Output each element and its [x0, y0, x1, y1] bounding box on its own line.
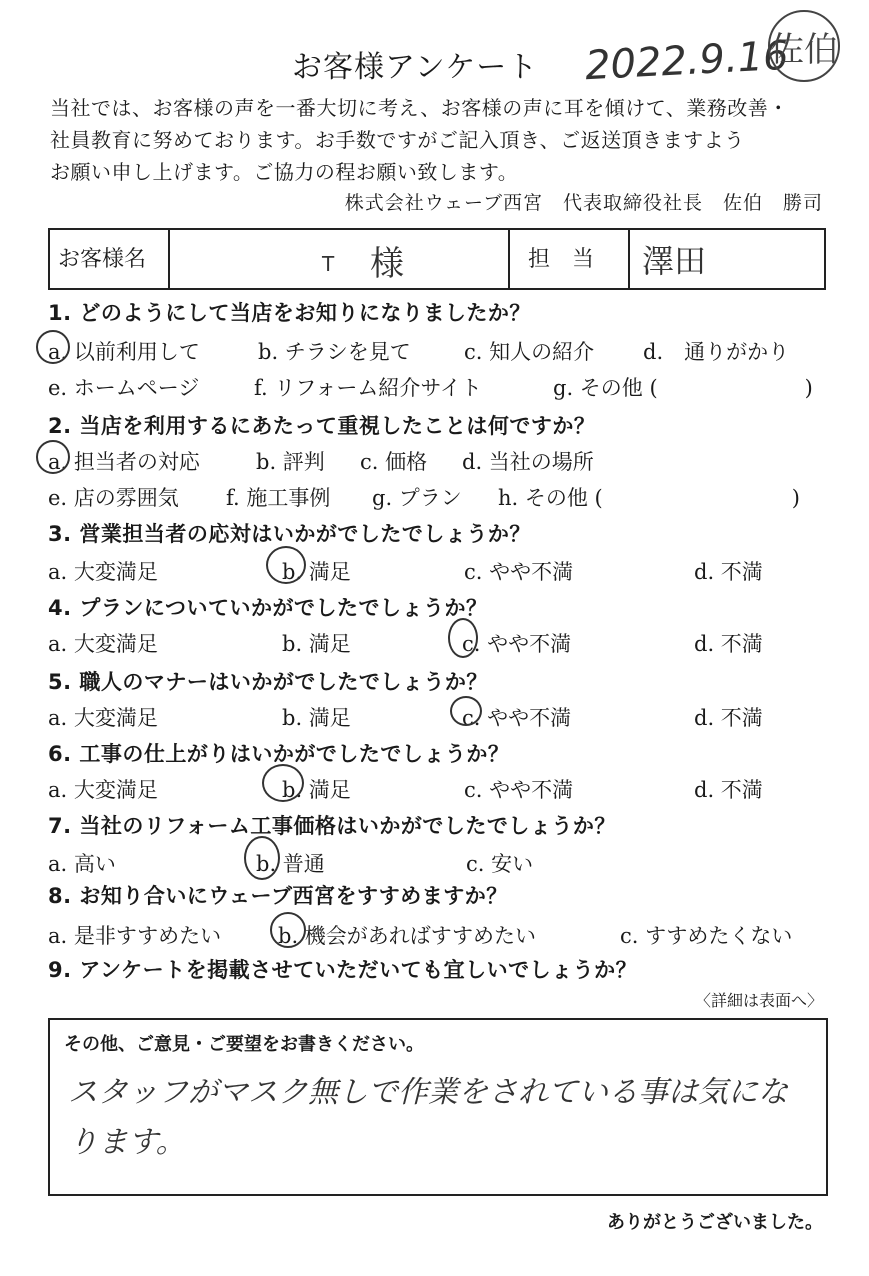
question-3: 3. 営業担当者の応対はいかがでしたでしょうか？	[48, 522, 531, 546]
q3-option-b[interactable]: b. 満足	[282, 560, 351, 584]
handwritten-date: 2022.9.16	[583, 32, 790, 90]
q7-option-c[interactable]: c. 安い	[466, 852, 534, 876]
q4-option-a[interactable]: a. 大変満足	[48, 632, 158, 656]
q8-option-c[interactable]: c. すすめたくない	[620, 924, 793, 948]
q1-option-g[interactable]: g. その他 ( )	[553, 376, 813, 400]
question-5: 5. 職人のマナーはいかがでしたでしょうか？	[48, 670, 488, 694]
comment-label: その他、ご意見・ご要望をお書きください。	[64, 1034, 424, 1055]
q2-option-f[interactable]: f. 施工事例	[226, 486, 331, 510]
staff-value[interactable]: 澤田	[642, 242, 707, 280]
q1-option-a[interactable]: a. 以前利用して	[48, 340, 200, 364]
q6-answer-circle	[262, 764, 304, 802]
q3-option-a[interactable]: a. 大変満足	[48, 560, 158, 584]
q2-option-e[interactable]: e. 店の雰囲気	[48, 486, 179, 510]
page-title: お客様アンケート	[292, 50, 539, 85]
question-9: 9. アンケートを掲載させていただいても宜しいでしょうか？	[48, 958, 638, 982]
staff-label: 担 当	[528, 247, 595, 272]
q1-option-c[interactable]: c. 知人の紹介	[464, 340, 595, 364]
q5-option-b[interactable]: b. 満足	[282, 706, 351, 730]
customer-info-table	[48, 228, 826, 290]
thanks-message: ありがとうございました。	[607, 1212, 823, 1233]
q2-option-b[interactable]: b. 評判	[256, 450, 325, 474]
q6-option-d[interactable]: d. 不満	[694, 778, 763, 802]
q5-option-a[interactable]: a. 大変満足	[48, 706, 158, 730]
intro-line-2: 社員教育に努めております。お手数ですがご記入頂き、ご返送頂きますよう	[50, 128, 745, 152]
q2-option-g[interactable]: g. プラン	[372, 486, 462, 510]
question-4: 4. プランについていかがでしたでしょうか？	[48, 596, 488, 620]
q7-option-a[interactable]: a. 高い	[48, 852, 116, 876]
company-signature: 株式会社ウェーブ西宮 代表取締役社長 佐伯 勝司	[344, 192, 823, 214]
q3-answer-circle	[266, 546, 306, 584]
q8-option-a[interactable]: a. 是非すすめたい	[48, 924, 222, 948]
q3-option-d[interactable]: d. 不満	[694, 560, 763, 584]
q2-answer-circle	[36, 440, 70, 474]
question-7: 7. 当社のリフォーム工事価格はいかがでしたでしょうか？	[48, 814, 616, 838]
q1-option-f[interactable]: f. リフォーム紹介サイト	[254, 376, 482, 400]
customer-name-suffix: 様	[370, 244, 404, 284]
q8-option-b[interactable]: b. 機会があればすすめたい	[278, 924, 537, 948]
detail-note: 〈詳細は表面へ〉	[694, 991, 823, 1010]
intro-line-3: お願い申し上げます。ご協力の程お願い致します。	[50, 160, 519, 184]
q8-answer-circle	[270, 912, 306, 948]
q1-option-d[interactable]: d. 通りがかり	[643, 340, 790, 364]
q4-answer-circle	[448, 618, 478, 658]
question-6: 6. 工事の仕上がりはいかがでしたでしょうか？	[48, 742, 510, 766]
approval-seal: 佐伯	[768, 10, 840, 82]
q2-option-a[interactable]: a. 担当者の対応	[48, 450, 200, 474]
q2-option-c[interactable]: c. 価格	[360, 450, 428, 474]
q4-option-c[interactable]: c. やや不満	[462, 632, 572, 656]
customer-name-value[interactable]: T	[322, 252, 335, 276]
q1-option-b[interactable]: b. チラシを見て	[258, 340, 411, 364]
question-8: 8. お知り合いにウェーブ西宮をすすめますか？	[48, 884, 508, 908]
q7-answer-circle	[244, 836, 280, 880]
q5-answer-circle	[450, 696, 482, 726]
comment-box[interactable]	[48, 1018, 828, 1196]
q4-option-d[interactable]: d. 不満	[694, 632, 763, 656]
q5-option-c[interactable]: c. やや不満	[462, 706, 572, 730]
question-1: 1. どのようにして当店をお知りになりましたか？	[48, 301, 531, 325]
q6-option-a[interactable]: a. 大変満足	[48, 778, 158, 802]
q5-option-d[interactable]: d. 不満	[694, 706, 763, 730]
q1-option-e[interactable]: e. ホームページ	[48, 376, 200, 400]
q6-option-b[interactable]: b. 満足	[282, 778, 351, 802]
q6-option-c[interactable]: c. やや不満	[464, 778, 574, 802]
customer-name-label: お客様名	[58, 247, 147, 272]
q4-option-b[interactable]: b. 満足	[282, 632, 351, 656]
intro-line-1: 当社では、お客様の声を一番大切に考え、お客様の声に耳を傾けて、業務改善・	[50, 96, 789, 120]
q7-option-b[interactable]: b. 普通	[256, 852, 325, 876]
q1-answer-circle	[36, 330, 70, 364]
q2-option-d[interactable]: d. 当社の場所	[462, 450, 594, 474]
q3-option-c[interactable]: c. やや不満	[464, 560, 574, 584]
question-2: 2. 当店を利用するにあたって重視したことは何ですか？	[48, 414, 596, 438]
comment-handwritten-text: スタッフがマスク無しで作業をされている事は気になります。	[68, 1075, 788, 1160]
q2-option-h[interactable]: h. その他 ( )	[498, 486, 800, 510]
